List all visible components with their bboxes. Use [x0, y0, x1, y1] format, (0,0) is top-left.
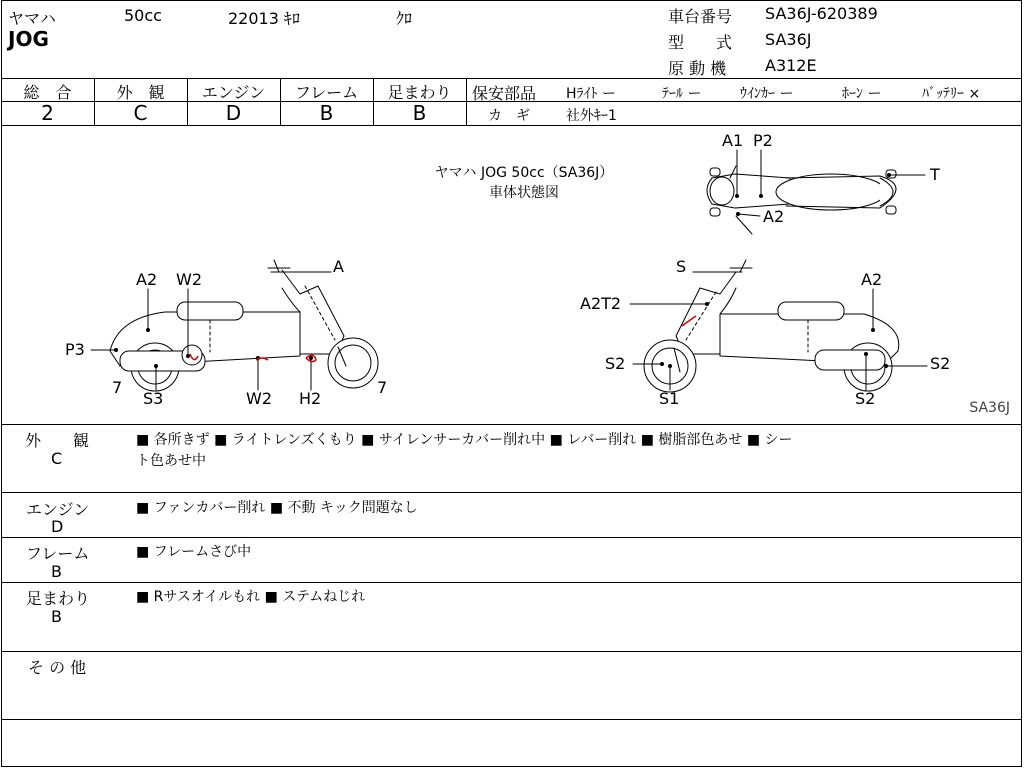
label-left-a: A — [333, 257, 344, 276]
notes-engine-grade: D — [51, 517, 64, 536]
grade-overall-value: 2 — [41, 101, 54, 125]
label-top-p2: P2 — [753, 131, 773, 150]
mileage: 22013 ｷﾛ — [228, 9, 300, 28]
label-left-w2-bottom: W2 — [246, 389, 272, 408]
divider — [1, 582, 1022, 583]
diagram-caption-line1: ヤマハ JOG 50cc（SA36J） — [434, 165, 614, 181]
divider — [1, 537, 1022, 538]
frame-number: SA36J-620389 — [765, 4, 878, 23]
engine-label: 原 動 機 — [668, 59, 727, 78]
notes-exterior-label: 外 観 — [25, 431, 90, 450]
safety-tail: ﾃｰﾙ ー — [662, 86, 702, 102]
label-right-s2-right: S2 — [930, 354, 951, 373]
divider — [1, 719, 1022, 720]
grade-frame-label: フレーム — [294, 83, 359, 102]
frame-number-label: 車台番号 — [668, 7, 733, 26]
label-left-s3: S3 — [143, 389, 164, 408]
grade-exterior-value: C — [133, 101, 148, 125]
notes-engine-line1: ■ ファンカバー削れ ■ 不動 キック問題なし — [136, 500, 418, 516]
safety-horn: ﾎｰﾝ ー — [842, 86, 882, 102]
key-label: カ ギ — [488, 108, 530, 124]
label-top-t: T — [930, 165, 940, 184]
label-right-a2: A2 — [861, 270, 883, 289]
notes-frame-line1: ■ フレームさび中 — [136, 544, 252, 560]
divider — [1, 492, 1022, 493]
label-top-a2: A2 — [763, 207, 785, 226]
label-left-7a: 7 — [112, 378, 123, 397]
divider — [1, 78, 1022, 79]
label-right-s2-bottom: S2 — [855, 389, 876, 408]
safety-battery: ﾊﾞｯﾃﾘｰ × — [922, 86, 981, 102]
grade-frame-value: B — [319, 101, 334, 125]
top-view-scooter — [707, 166, 896, 234]
notes-suspension-grade: B — [51, 607, 62, 626]
grade-exterior-label: 外 観 — [116, 83, 165, 102]
label-left-h2: H2 — [299, 389, 322, 408]
label-right-s2-left: S2 — [605, 354, 626, 373]
divider — [1, 424, 1022, 425]
label-right-s1: S1 — [659, 389, 680, 408]
label-left-w2-top: W2 — [176, 270, 202, 289]
engine-code: A312E — [765, 56, 817, 75]
divider — [466, 78, 467, 126]
label-right-s: S — [676, 257, 687, 276]
grade-engine-value: D — [225, 101, 242, 125]
grade-engine-label: エンジン — [201, 83, 266, 102]
label-left-p3: P3 — [65, 340, 85, 359]
notes-suspension-label: 足まわり — [26, 589, 91, 608]
label-right-a2t2: A2T2 — [580, 294, 622, 313]
model-code-label: 型 式 — [668, 33, 733, 52]
notes-frame-label: フレーム — [26, 544, 90, 563]
safety-winker: ｳｲﾝｶｰ ー — [740, 86, 794, 102]
diagram-reference-code: SA36J — [969, 400, 1010, 416]
divider — [1, 651, 1022, 652]
label-left-a2: A2 — [136, 270, 158, 289]
safety-headlight: Hﾗｲﾄ ー — [566, 86, 616, 102]
label-left-7b: 7 — [377, 378, 388, 397]
diagram-caption-line2: 車体状態図 — [489, 185, 559, 201]
displacement: 50cc — [124, 6, 162, 25]
grade-suspension-label: 足まわり — [387, 83, 452, 102]
grade-suspension-value: B — [412, 101, 427, 125]
maker: ヤマハ — [8, 9, 56, 28]
notes-exterior-line1: ■ 各所きず ■ ライトレンズくもり ■ サイレンサーカバー削れ中 ■ レバー削れ ■ 樹脂部色あせ ■ シー — [136, 432, 793, 448]
safety-parts-label: 保安部品 — [472, 84, 537, 103]
notes-frame-grade: B — [51, 562, 62, 581]
key-value: 社外ｷｰ1 — [566, 108, 617, 124]
notes-exterior-line2: ト色あせ中 — [136, 453, 206, 469]
notes-other-label: そ の 他 — [28, 658, 87, 677]
notes-exterior-grade: C — [51, 449, 63, 468]
notes-engine-label: エンジン — [26, 500, 90, 519]
notes-suspension-line1: ■ Rサスオイルもれ ■ ステムねじれ — [136, 589, 366, 605]
grade-overall-label: 総 合 — [23, 83, 72, 102]
color: ｸﾛ — [396, 9, 413, 28]
model-name: JOG — [8, 27, 49, 51]
label-top-a1: A1 — [722, 131, 744, 150]
model-code: SA36J — [765, 30, 812, 49]
